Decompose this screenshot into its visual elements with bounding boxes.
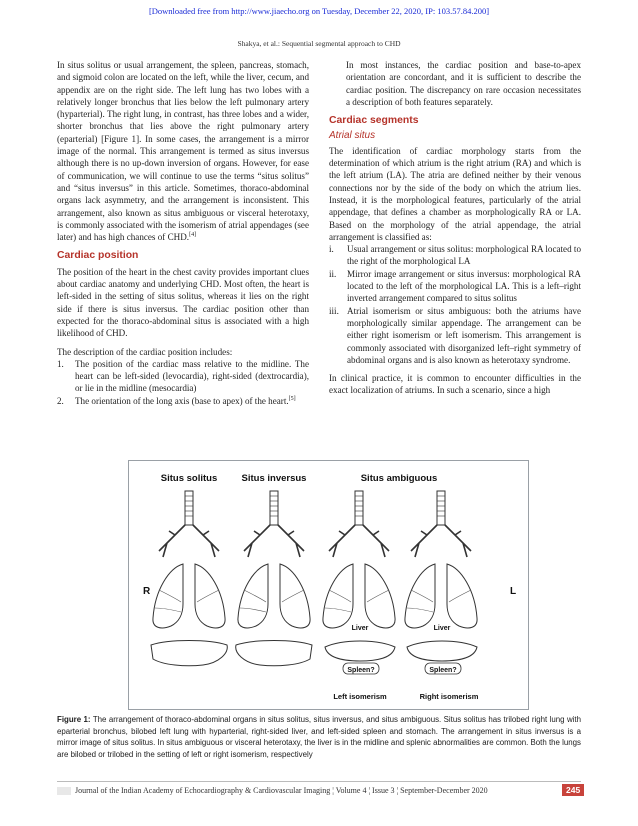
label-left-isomerism: Left isomerism: [333, 692, 387, 701]
left-column: [57, 59, 309, 407]
caption-label: Figure 1:: [57, 715, 91, 724]
side-label-right: R: [143, 586, 151, 597]
list-item: iii. Atrial isomerism or situs ambiguous: both the atriums have morphologically similar appendage. The arrangement can be either right isomerism or left isomerism. This arrangement is commonly associated with disorganized left–right symmetry of abdominal organs and is also known as heterotaxy syndrome.: [329, 305, 581, 365]
footer-mark: [57, 787, 71, 795]
roman-list: [329, 243, 581, 366]
figure-1: [128, 460, 529, 710]
paragraph: The description of the cardiac position includes:: [57, 346, 233, 357]
liver-label: Liver: [351, 625, 369, 632]
numbered-list: [57, 358, 309, 407]
citation[interactable]: [4]: [189, 232, 197, 239]
section-heading-cardiac-segments: Cardiac segments: [329, 115, 419, 127]
label-situs-solitus: Situs solitus: [160, 473, 218, 484]
paragraph: The identification of cardiac morphology starts from the determination of which atrium is the right atrium (RA) and which is the left atrium (LA). The atria are defined neither by their venous connections nor by the side of the body on which the atrium lies. Instead, it is the morphological features, particularly of the atrial appendage, that defines a chamber as morphologically RA or LA. Based on the morphology of the atrial appendage, the atrial arrangement is classified as:: [329, 145, 581, 242]
list-item: i. Usual arrangement or situs solitus: morphological RA located to the right of the morphological LA: [329, 244, 581, 267]
list-marker: 2.: [57, 395, 64, 406]
label-situs-ambiguous: Situs ambiguous: [360, 473, 438, 484]
liver-label: Liver: [433, 625, 451, 632]
list-item: 2. The orientation of the long axis (base to apex) of the heart.[5]: [57, 395, 296, 406]
list-item: ii. Mirror image arrangement or situs inversus: morphological RA located to the left of the morphological LA. This is a left–right inverted arrangement compared to situs solitus: [329, 268, 581, 304]
subheading-atrial-situs: Atrial situs: [329, 130, 376, 142]
list-marker: ii.: [329, 268, 337, 279]
liver-diagram: [151, 641, 227, 666]
side-label-left: L: [510, 586, 517, 597]
lungs-diagram: [238, 564, 310, 628]
list-marker: iii.: [329, 305, 339, 316]
citation[interactable]: [5]: [288, 395, 296, 402]
bronchi-diagram: [411, 491, 471, 557]
journal-footer: Journal of the Indian Academy of Echocardiography & Cardiovascular Imaging ¦ Volume 4 ¦ Issue 3 ¦ September-December 2020: [75, 786, 488, 795]
list-marker: 1.: [57, 358, 64, 369]
lungs-diagram: [323, 564, 395, 628]
right-column: [329, 59, 581, 397]
running-head: Shakya, et al.: Sequential segmental approach to CHD: [237, 39, 401, 48]
lungs-diagram: [153, 564, 225, 628]
paragraph: In situs solitus or usual arrangement, the spleen, pancreas, stomach, and sigmoid colon are located on the left, while the liver, cecum, and appendix are on the right side. The left lung has two lobes with a relatively longer bronchus that lies below the left pulmonary artery (hyparterial). The right lung, in contrast, has three lobes and a wider, shorter bronchus that lies above the right pulmonary artery (eparterial) [Figure 1]. In some cases, the arrangement is a mirror image of the normal. This arrangement is termed as situs inversus although there is no up-down inversion of organs. However, for ease of communication, we will continue to use the terms “situs solitus” and “situs inversus” in this article. Sometimes, thoraco-abdominal organs lack asymmetry, and the arrangement is inconsistent. This arrangement, also known as situs ambiguous or visceral heterotaxy, is commonly associated with the isomerism of atrial appendages (see later) and has high chances of CHD.[4]: [57, 60, 309, 243]
spleen-label: Spleen?: [429, 667, 457, 674]
label-right-isomerism: Right isomerism: [419, 692, 479, 701]
footer-rule: [57, 781, 581, 782]
lungs-diagram: [405, 564, 477, 628]
bronchi-diagram: [329, 491, 389, 557]
label-situs-inversus: Situs inversus: [241, 473, 307, 484]
liver-midline-diagram: [325, 641, 477, 661]
figure-caption: Figure 1: The arrangement of thoraco-abdominal organs in situs solitus, situs inversus, and situs ambiguous. Situs solitus has trilobed right lung with eparterial bronchus, bilobed left lung with hyparterial, right-sided liver, and left-sided spleen and stomach. The arrangement in situs inversus is a mirror image of situs solitus. In situs ambiguous or visceral heterotaxy, the liver is in the midline and splenic abnormalities are common. Both the lungs are bilobed or trilobed in the setting of left or right isomerism, respectively: [57, 715, 581, 759]
bronchi-diagram: [159, 491, 219, 557]
list-marker: i.: [329, 244, 334, 255]
download-banner[interactable]: [Downloaded free from http://www.jiaecho.org on Tuesday, December 22, 2020, IP: 103.57.84.200]: [148, 6, 490, 16]
page-number: 245: [562, 784, 584, 796]
paragraph: The position of the heart in the chest cavity provides important clues about cardiac anatomy and underlying CHD. Most often, the heart is left-sided in the setting of situs solitus, whereas it lies on the right side if there is situs inversus. The cardiac position other than expected for the thoraco-abdominal situs is associated with a high likelihood of CHD.: [57, 266, 309, 339]
bronchi-diagram: [244, 491, 304, 557]
list-item: 1. The position of the cardiac mass relative to the midline. The heart can be left-sided (levocardia), right-sided (dextrocardia), or lie in the midline (mesocardia): [57, 358, 309, 394]
liver-diagram: [236, 641, 312, 666]
paragraph: In most instances, the cardiac position and base-to-apex orientation are concordant, and it is sufficient to describe the cardiac position. The discrepancy on rare occasion necessitates a description of both features separately.: [346, 60, 581, 107]
spleen-label: Spleen?: [347, 667, 375, 674]
paragraph: In clinical practice, it is common to encounter difficulties in the exact localization of atriums. In such a scenario, since a high: [329, 373, 581, 396]
section-heading-cardiac-position: Cardiac position: [57, 250, 139, 262]
